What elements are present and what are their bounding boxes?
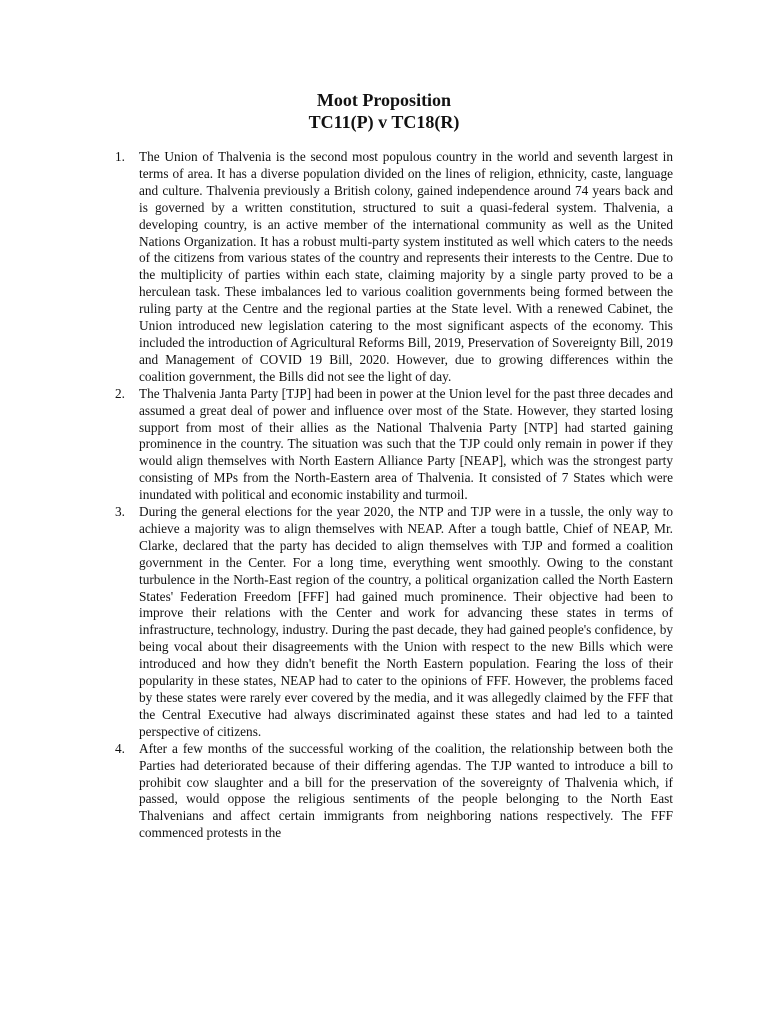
case-title: TC11(P) v TC18(R)	[308, 112, 460, 132]
paragraph-text: After a few months of the successful working of the coalition, the relationship between both the Parties had deteriorated because of their differing agendas. The TJP wanted to introduce a bill to prohibit cow slaughter and a bill for the preservation of the sovereignty of Thalvenia which, if passed, would oppose the religious sentiments of the people belonging to the North East Thalvenians and affect certain immigrants from neighboring nations respectively. The FFF commenced protests in the	[139, 740, 673, 841]
paragraph-text: The Union of Thalvenia is the second most populous country in the world and seventh largest in terms of area. It has a diverse population divided on the lines of religion, ethnicity, caste, language and culture. Thalvenia previously a British colony, gained independence around 74 years back and is governed by a written constitution, structured to suit a quasi-federal system. Thalvenia, a developing country, is an active member of the international community as well as the United Nations Organization. It has a robust multi-party system instituted as well which caters to the needs of the citizens from various states of the country and represents their interests to the Centre. Due to the multiplicity of parties within each state, claiming majority by a single party proved to be a herculean task. These imbalances led to various coalition governments being formed between the ruling party at the Centre and the regional parties at the State level. With a renewed Cabinet, the Union introduced new legislation catering to the most significant aspects of the economy. This included the introduction of Agricultural Reforms Bill, 2019, Preservation of Sovereignty Bill, 2019 and Management of COVID 19 Bill, 2020. However, due to growing differences within the coalition government, the Bills did not see the light of day.	[139, 149, 673, 384]
paragraph-1	[115, 149, 673, 386]
paragraph-number: 1.	[115, 149, 125, 164]
document-title: Moot Proposition	[316, 90, 452, 110]
paragraph-number: 4.	[115, 740, 125, 756]
paragraph-number: 3.	[115, 504, 125, 520]
paragraph-4	[115, 740, 673, 842]
paragraph-text: During the general elections for the year 2020, the NTP and TJP were in a tussle, the only way to achieve a majority was to align themselves with NEAP. After a tough battle, Chief of NEAP, Mr. Clarke, declared that the party has decided to align themselves with TJP and formed a coalition government in the Center. For a long time, everything went smoothly. Owing to the constant turbulence in the North-East region of the country, a political organization called the North Eastern States' Federation Freedom [FFF] had gained much prominence. Their objective had been to improve their relations with the Center and work for advancing these states in terms of infrastructure, technology, industry. During the past decade, they had gained people's confidence, by being vocal about their disagreements with the Union with respect to the new Bills which were introduced and how they didn't benefit the North Eastern population. Fearing the loss of their popularity in these states, NEAP had to cater to the opinions of FFF. However, the problems faced by these states were rarely ever covered by the media, and it was allegedly claimed by the FFF that the Central Executive had always discriminated against these states and had led to a tainted perspective of citizens.	[139, 504, 673, 739]
numbered-paragraph-list	[115, 149, 673, 842]
title-block	[0, 89, 768, 133]
paragraph-2	[115, 385, 673, 504]
paragraph-text: The Thalvenia Janta Party [TJP] had been in power at the Union level for the past three decades and assumed a great deal of power and influence over most of the State. However, they started losing support from most of their allies as the National Thalvenia Party [NTP] had started gaining prominence in the country. The situation was such that the TJP could only remain in power if they would align themselves with North Eastern Alliance Party [NEAP], which was the strongest party consisting of MPs from the North-Eastern area of Thalvenia. It consisted of 7 States which were inundated with political and economic instability and turmoil.	[139, 385, 673, 503]
paragraph-number: 2.	[115, 385, 125, 401]
paragraph-3	[115, 504, 673, 741]
